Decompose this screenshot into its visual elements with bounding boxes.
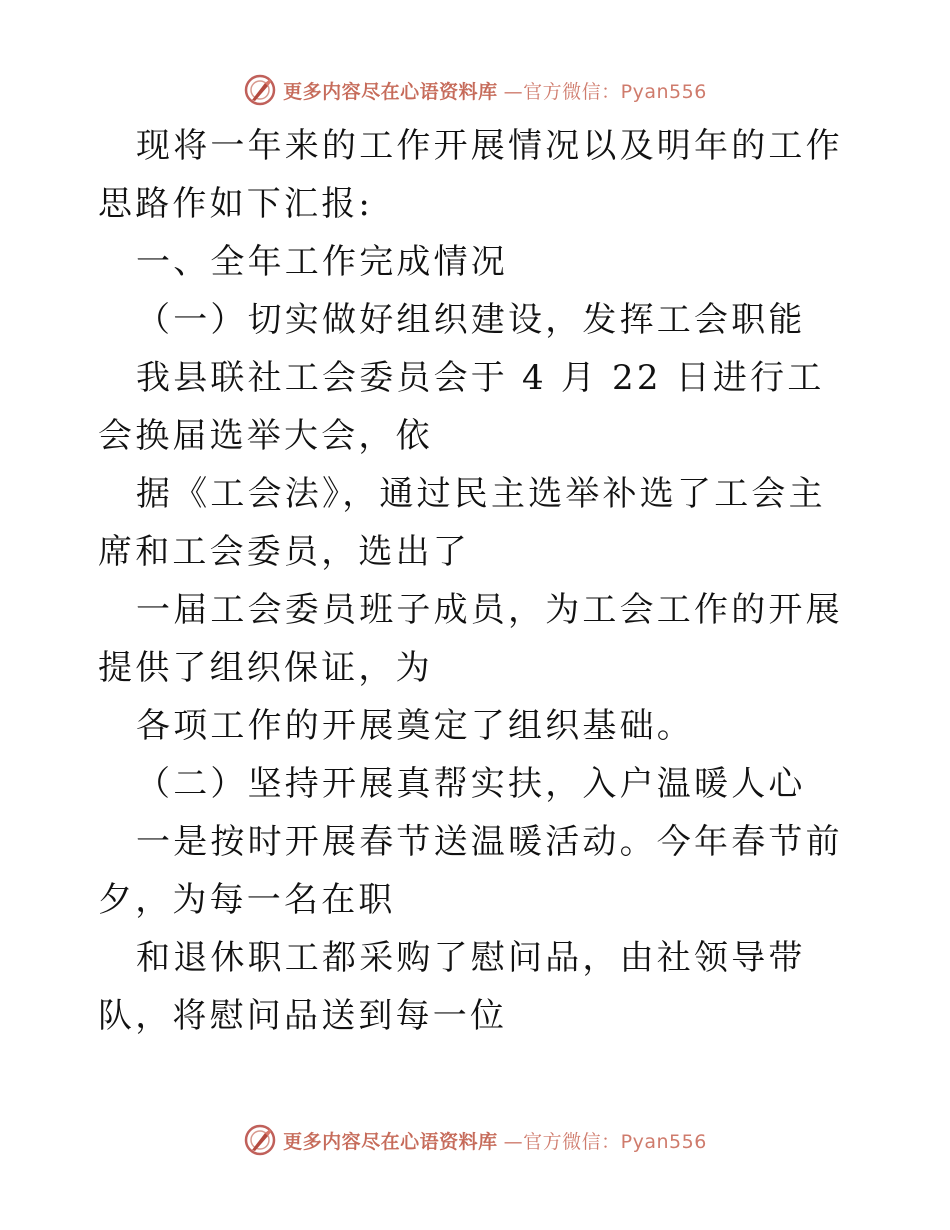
section-heading-1: 一、全年工作完成情况 [136, 242, 508, 282]
watermark-contact-text: —官方微信：Pyan556 [503, 1130, 707, 1153]
quill-logo-icon [243, 1123, 277, 1157]
paragraph-foundation: 各项工作的开展奠定了组织基础。 [136, 706, 694, 746]
subsection-heading-1: （一）切实做好组织建设，发挥工会职能 [136, 300, 806, 340]
paragraph-spring-festival: 一是按时开展春节送温暖活动。今年春节前夕，为每一名在职 [98, 822, 843, 920]
footer-watermark [0, 1120, 950, 1160]
header-watermark [0, 70, 950, 110]
paragraph-law: 据《工会法》，通过民主选举补选了工会主席和工会委员，选出了 [98, 474, 826, 572]
paragraph-election: 我县联社工会委员会于 4 月 22 日进行工会换届选举大会，依 [98, 358, 825, 456]
paragraph-committee: 一届工会委员班子成员，为工会工作的开展提供了组织保证，为 [98, 590, 843, 688]
paragraph-gifts: 和退休职工都采购了慰问品，由社领导带队，将慰问品送到每一位 [98, 938, 806, 1036]
watermark-brand-text: 更多内容尽在心语资料库 [283, 80, 498, 103]
watermark-brand-text: 更多内容尽在心语资料库 [283, 1130, 498, 1153]
watermark-contact-text: —官方微信：Pyan556 [503, 80, 707, 103]
document-body [98, 117, 858, 1045]
quill-logo-icon [243, 73, 277, 107]
subsection-heading-2: （二）坚持开展真帮实扶，入户温暖人心 [136, 764, 806, 804]
paragraph-intro: 现将一年来的工作开展情况以及明年的工作思路作如下汇报: [98, 126, 843, 224]
